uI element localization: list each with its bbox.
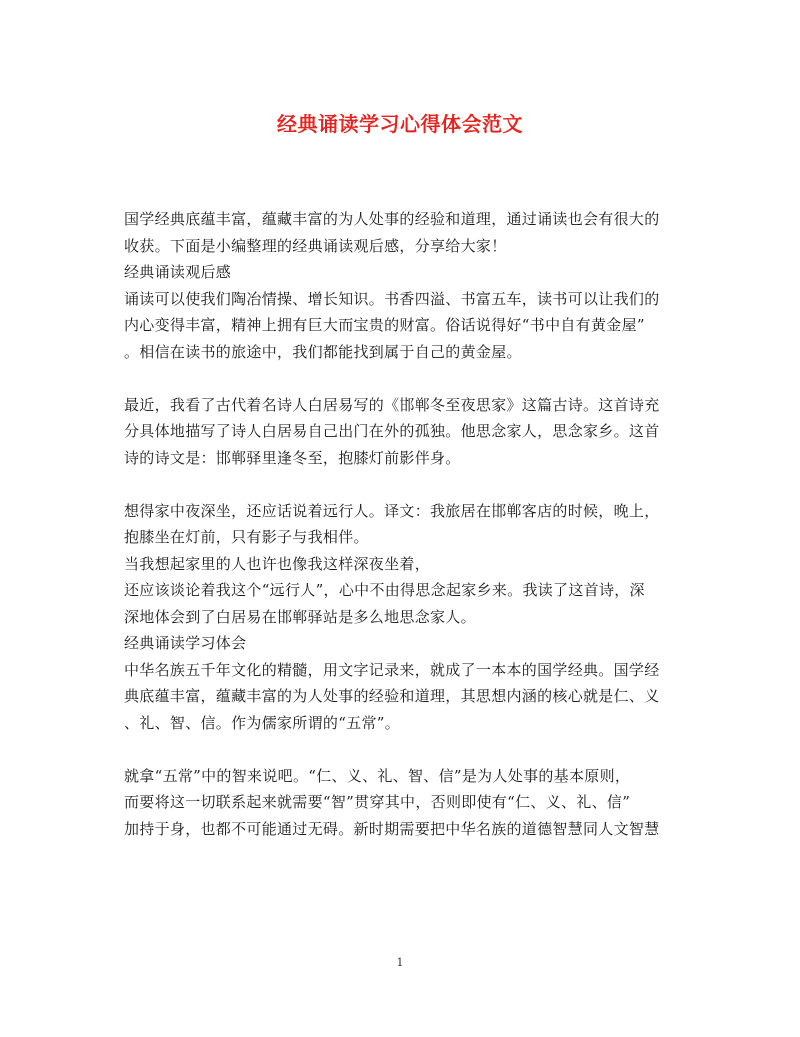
blank-line [124,471,680,498]
text-line: 当我想起家里的人也许也像我这样深夜坐着， [124,554,431,573]
text-line: 中华名族五千年文化的精髓，用文字记录来，就成了一本本的国学经典。国学经 [124,660,660,679]
text-line: 。相信在读书的旅途中，我们都能找到属于自己的黄金屋。 [124,342,522,361]
text-line: 抱膝坐在灯前，只有影子与我相伴。 [124,528,369,546]
text-line: 加持于身，也都不可能通过无碍。新时期需要把中华名族的道德智慧同人文智慧 [124,819,660,838]
text-line: 、礼、智、信。作为儒家所谓的“五常”。 [124,713,401,732]
blank-line [124,365,680,392]
text-line: 典底蕴丰富，蕴藏丰富的为人处事的经验和道理，其思想内涵的核心就是仁、义 [124,687,660,705]
text-line: 分具体地描写了诗人白居易自己出门在外的孤独。他思念家人，思念家乡。这首 [124,422,660,440]
text-line: 经典诵读学习体会 [124,634,247,652]
text-line: 最近，我看了古代着名诗人白居易写的《邯郸冬至夜思家》这篇古诗。这首诗充 [124,395,660,414]
blank-line [124,736,680,763]
text-line: 还应该谈论着我这个“远行人”，心中不由得思念起家乡来。我读了这首诗，深 [124,581,645,599]
text-line: 国学经典底蕴丰富，蕴藏丰富的为人处事的经验和道理，通过诵读也会有很大的 [124,210,660,228]
text-line: 诵读可以使我们陶冶情操、增长知识。书香四溢、书富五车，读书可以让我们的 [124,289,660,308]
document-body [124,206,680,842]
text-line: 诗的诗文是：邯郸驿里逢冬至，抱膝灯前影伴身。 [124,448,461,467]
text-line: 想得家中夜深坐，还应话说着远行人。译文：我旅居在邯郸客店的时候，晚上， [124,501,660,520]
text-line: 深地体会到了白居易在邯郸驿站是多么地思念家人。 [124,607,476,626]
text-line: 内心变得丰富，精神上拥有巨大而宝贵的财富。俗话说得好“书中自有黄金屋” [124,316,645,334]
text-line: 经典诵读观后感 [124,263,232,281]
text-line: 就拿“五常”中的智来说吧。“仁、义、礼、智、信”是为人处事的基本原则， [124,766,631,785]
document-title: 经典诵读学习心得体会范文 [277,112,523,136]
text-line: 而要将这一切联系起来就需要“智”贯穿其中，否则即使有“仁、义、礼、信” [124,793,631,811]
page-number: 1 [396,956,404,969]
text-line: 收获。下面是小编整理的经典诵读观后感，分享给大家！ [124,236,507,255]
